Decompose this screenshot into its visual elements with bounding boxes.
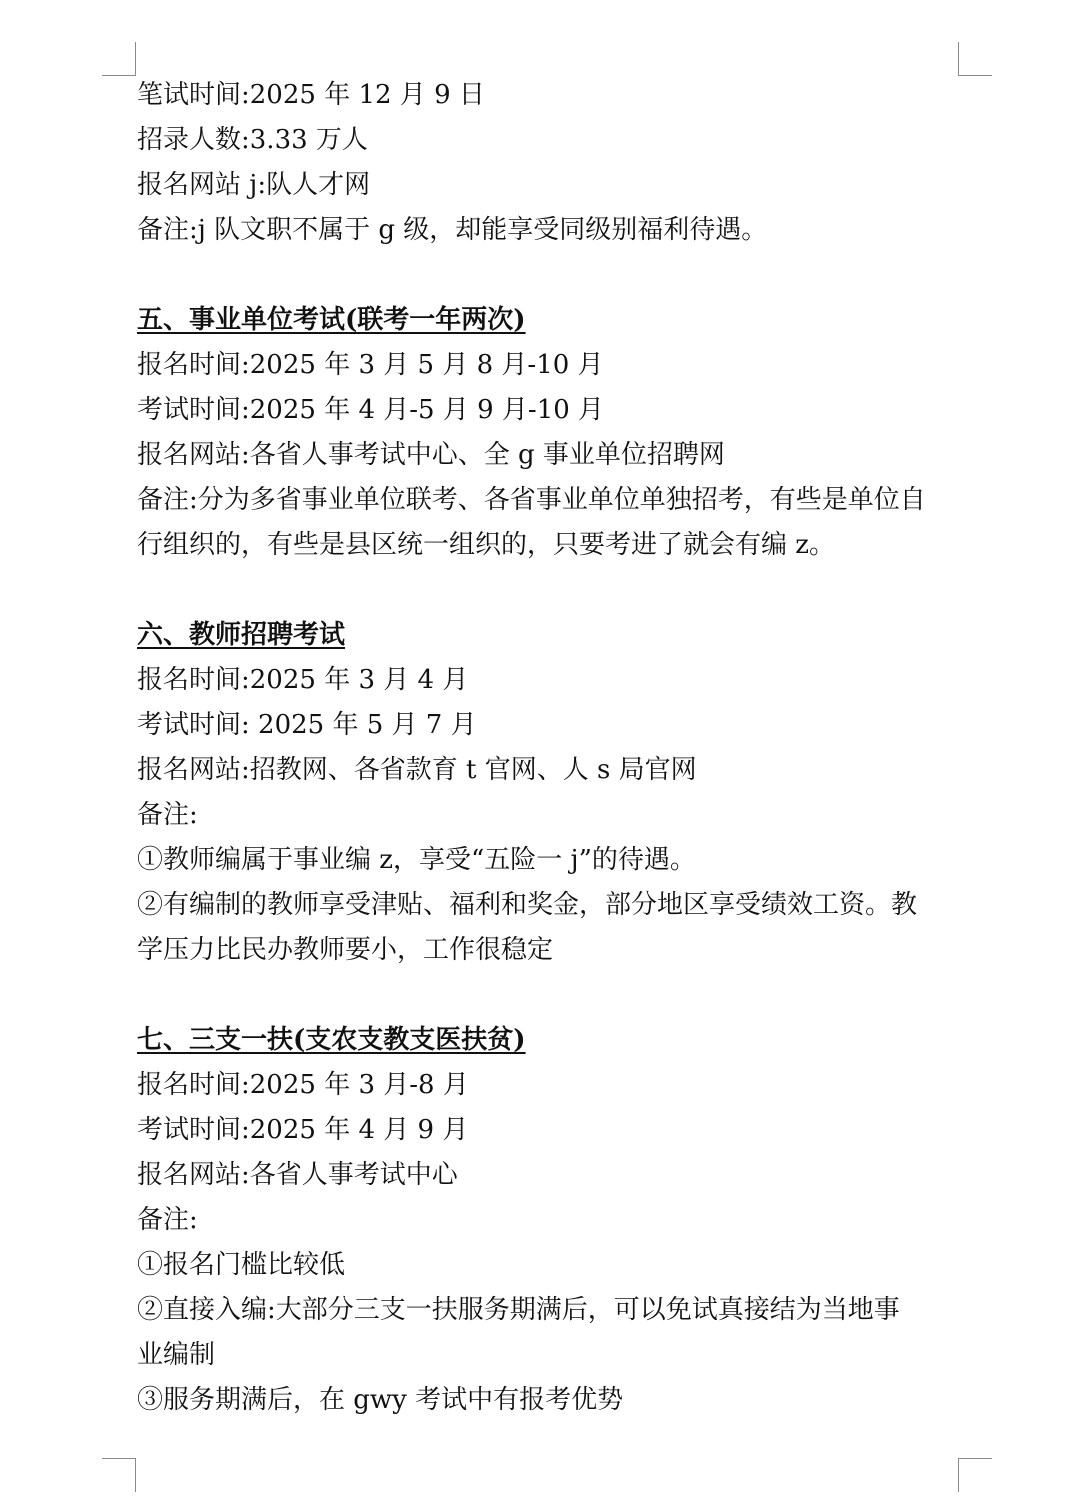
paragraph-gap — [137, 568, 967, 613]
text-line: 报名时间:2025 年 3 月-8 月 — [137, 1070, 469, 1100]
text-line: 学压力比民办教师要小，工作很稳定 — [137, 935, 554, 965]
document-body — [137, 73, 967, 1423]
page-corner-mark-bottom-left — [102, 1458, 136, 1492]
text-line: 备注:j 队文职不属于 g 级，却能享受同级别福利待遇。 — [137, 215, 768, 245]
text-line: 报名时间:2025 年 3 月 5 月 8 月-10 月 — [137, 350, 604, 380]
page-corner-mark-top-right — [958, 42, 992, 76]
text-line: 报名网站:招教网、各省款育 t 官网、人 s 局官网 — [137, 755, 697, 785]
text-line: ③服务期满后，在 gwy 考试中有报考优势 — [137, 1385, 624, 1415]
text-line: 报名网站 j:队人才网 — [137, 170, 371, 200]
text-line: 业编制 — [137, 1340, 216, 1370]
text-line: ①教师编属于事业编 z，享受“五险一 j”的待遇。 — [137, 845, 696, 875]
text-line: ①报名门槛比较低 — [137, 1250, 346, 1280]
text-line: 报名网站:各省人事考试中心、全 g 事业单位招聘网 — [137, 440, 725, 470]
text-line: 考试时间:2025 年 4 月-5 月 9 月-10 月 — [137, 395, 605, 425]
text-line: 行组织的，有些是县区统一组织的，只要考进了就会有编 z。 — [137, 530, 835, 560]
text-line: 招录人数:3.33 万人 — [137, 125, 368, 155]
paragraph-gap — [137, 973, 967, 1018]
text-line: 笔试时间:2025 年 12 月 9 日 — [137, 80, 485, 110]
text-line: 考试时间: 2025 年 5 月 7 月 — [137, 710, 477, 740]
section-heading: 五、事业单位考试(联考一年两次) — [137, 305, 526, 335]
text-line: 备注:分为多省事业单位联考、各省事业单位单独招考，有些是单位自 — [137, 485, 926, 515]
text-line: ②直接入编:大部分三支一扶服务期满后，可以免试真接结为当地事 — [137, 1295, 900, 1325]
text-line: 报名网站:各省人事考试中心 — [137, 1160, 458, 1190]
text-line: ②有编制的教师享受津贴、福利和奖金，部分地区享受绩效工资。教 — [137, 890, 918, 920]
text-line: 备注: — [137, 800, 198, 830]
paragraph-gap — [137, 253, 967, 298]
page-corner-mark-bottom-right — [958, 1458, 992, 1492]
section-heading: 七、三支一扶(支农支教支医扶贫) — [137, 1025, 526, 1055]
text-line: 备注: — [137, 1205, 198, 1235]
section-heading: 六、教师招聘考试 — [137, 620, 346, 650]
text-line: 报名时间:2025 年 3 月 4 月 — [137, 665, 469, 695]
text-line: 考试时间:2025 年 4 月 9 月 — [137, 1115, 469, 1145]
page-corner-mark-top-left — [102, 42, 136, 76]
